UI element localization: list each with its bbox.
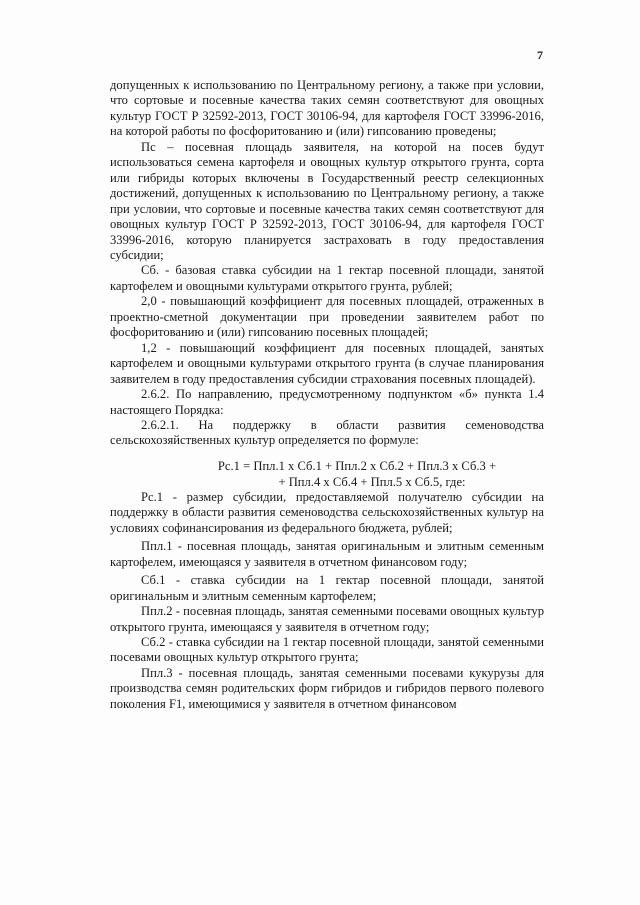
formula-line-2: + Ппл.4 x Сб.4 + Ппл.5 x Сб.5, где: <box>278 474 466 489</box>
paragraph-2-6-2-1: 2.6.2.1. На поддержку в области развития семеноводства сельскохозяйственных культур определяется по формуле: <box>110 417 544 448</box>
definition-rs1: Рс.1 - размер субсидии, предоставляемой получателю субсидии на поддержку в области развития семеноводства сельскохозяйственных культур на условиях софинансирования из федерального бюджета, рублей; <box>110 489 544 535</box>
paragraph-2-6-2: 2.6.2. По направлению, предусмотренному подпунктом «б» пункта 1.4 настоящего Порядка: <box>110 387 544 417</box>
document-body <box>110 78 544 712</box>
paragraph-coefficient-1-2: 1,2 - повышающий коэффициент для посевных площадей, занятых картофелем и овощными культурами открытого грунта (в случае планирования заявителем в году предоставления субсидии страхования посевных площадей). <box>110 340 544 386</box>
paragraph-coefficient-2-0: 2,0 - повышающий коэффициент для посевных площадей, отраженных в проектно-сметной документации при проведении заявителем работ по фосфоритованию и (или) гипсованию посевных площадей; <box>110 294 544 340</box>
definition-sb1: Сб.1 - ставка субсидии на 1 гектар посевной площади, занятой оригинальным и элитным семенным картофелем; <box>110 573 544 603</box>
paragraph-continuation: допущенных к использованию по Центральному региону, а также при условии, что сортовые и посевные качества таких семян соответствуют для овощных культур ГОСТ Р 32592-2013, ГОСТ 30106-94, для картофеля ГОСТ 33996-2016, на которой работы по фосфоритованию и (или) гипсованию проведены; <box>110 78 544 139</box>
page-number: 7 <box>537 48 543 62</box>
paragraph-ps-definition: Пс – посевная площадь заявителя, на которой на посев будут использоваться семена картофеля и овощных культур открытого грунта, сорта или гибриды которых включены в Государственный реестр селекционных достижений, допущенных к использованию по Центральному региону, а также при условии, что сортовые и посевные качества таких семян соответствуют для овощных культур ГОСТ Р 32592-2013, ГОСТ 30106-94, для картофеля ГОСТ 33996-2016, которую планируется застраховать в году предоставления субсидии; <box>110 139 544 262</box>
formula-line-1: Рс.1 = Ппл.1 x Сб.1 + Ппл.2 x Сб.2 + Ппл.3 x Сб.3 + <box>217 458 497 473</box>
paragraph-sb-definition: Сб. - базовая ставка субсидии на 1 гектар посевной площади, занятой картофелем и овощными культурами открытого грунта, рублей; <box>110 263 544 293</box>
definition-ppl2: Ппл.2 - посевная площадь, занятая семенными посевами овощных культур открытого грунта, имеющаяся у заявителя в отчетном году; <box>110 604 544 634</box>
definition-ppl3: Ппл.3 - посевная площадь, занятая семенными посевами кукурузы для производства семян родительских форм гибридов и гибридов первого полевого поколения F1, имеющимися у заявителя в отчетном финансовом <box>110 665 544 711</box>
definition-ppl1: Ппл.1 - посевная площадь, занятая оригинальным и элитным семенным картофелем, имеющаяся у заявителя в отчетном финансовом году; <box>110 539 544 569</box>
definition-sb2: Сб.2 - ставка субсидии на 1 гектар посевной площади, занятой семенными посевами овощных культур открытого грунта; <box>110 634 544 665</box>
